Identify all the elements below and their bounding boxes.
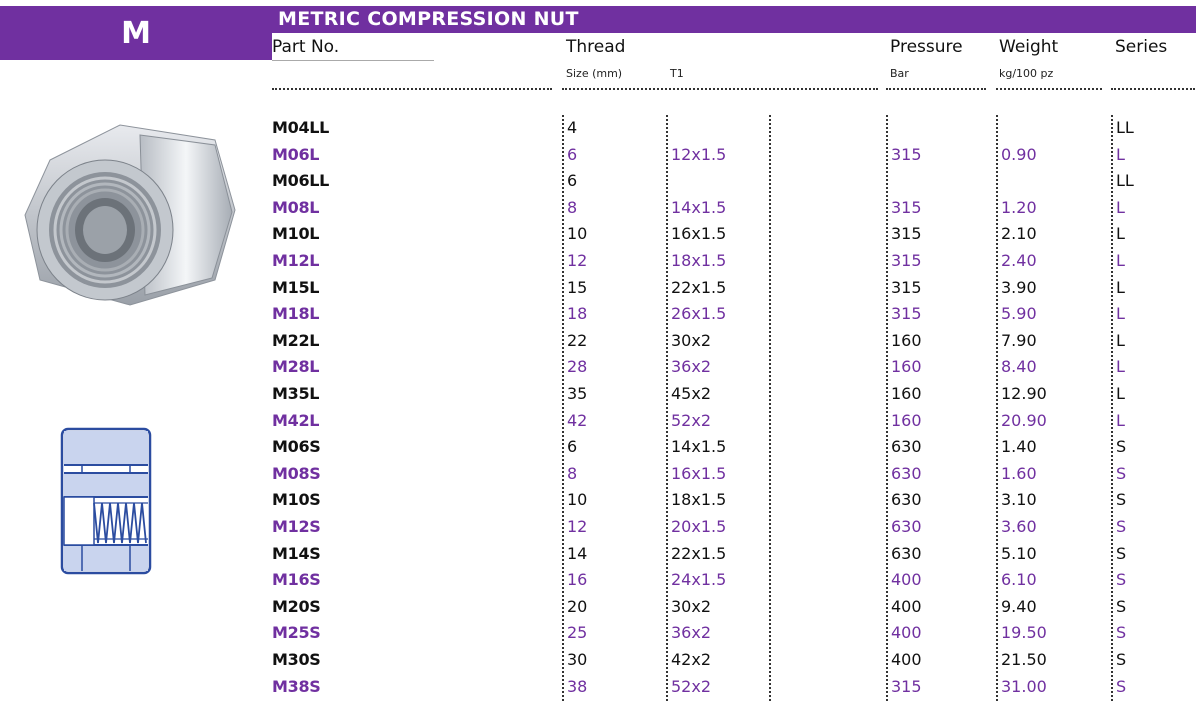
cell-weight: 8.40 xyxy=(1001,357,1037,377)
cell-weight: 5.10 xyxy=(1001,543,1037,563)
cell-pressure: 400 xyxy=(891,623,922,643)
cell-size: 16 xyxy=(567,570,588,590)
cell-pressure: 160 xyxy=(891,330,922,350)
cell-t1: 24x1.5 xyxy=(671,570,727,590)
col-line-weight xyxy=(996,115,998,701)
cell-size: 10 xyxy=(567,224,588,244)
cell-series: L xyxy=(1116,144,1125,164)
part-number: M30S xyxy=(272,650,321,669)
cell-t1: 52x2 xyxy=(671,676,712,696)
cell-series: L xyxy=(1116,410,1125,430)
cell-size: 22 xyxy=(567,330,588,350)
cell-weight: 1.60 xyxy=(1001,463,1037,483)
cell-size: 6 xyxy=(567,144,578,164)
cell-series: L xyxy=(1116,197,1125,217)
cell-size: 12 xyxy=(567,517,588,536)
cell-pressure: 160 xyxy=(891,357,922,377)
col-header-series: Series xyxy=(1115,37,1168,57)
cell-weight: 31.00 xyxy=(1001,676,1047,696)
cell-pressure: 315 xyxy=(891,144,922,164)
cell-series: S xyxy=(1116,463,1127,483)
cell-pressure: 160 xyxy=(891,410,922,430)
cell-series: S xyxy=(1116,623,1127,643)
col-line-size xyxy=(562,115,564,701)
part-number: M18L xyxy=(272,304,320,324)
part-number: M20S xyxy=(272,596,321,616)
part-number: M10S xyxy=(272,490,321,510)
cell-size: 30 xyxy=(567,650,588,669)
cell-pressure: 630 xyxy=(891,490,922,510)
cell-t1: 12x1.5 xyxy=(671,144,727,164)
cell-pressure: 315 xyxy=(891,676,922,696)
cell-t1: 30x2 xyxy=(671,330,712,350)
cell-series: L xyxy=(1116,224,1125,244)
cell-series: S xyxy=(1116,490,1127,510)
cell-pressure: 400 xyxy=(891,650,922,669)
cell-size: 35 xyxy=(567,384,588,403)
cell-series: L xyxy=(1116,277,1125,297)
cell-t1: 45x2 xyxy=(671,384,712,403)
part-number: M08S xyxy=(272,463,321,483)
sub-header-t1: T1 xyxy=(670,67,684,80)
part-number: M06LL xyxy=(272,171,330,191)
part-number: M10L xyxy=(272,224,320,244)
cell-weight: 7.90 xyxy=(1001,330,1037,350)
cell-t1: 18x1.5 xyxy=(671,490,727,510)
cell-pressure: 160 xyxy=(891,384,922,403)
cell-t1: 36x2 xyxy=(671,357,712,377)
cell-size: 8 xyxy=(567,463,578,483)
part-number: M12L xyxy=(272,251,320,270)
cell-t1: 36x2 xyxy=(671,623,712,643)
cell-size: 28 xyxy=(567,357,588,377)
cell-series: LL xyxy=(1116,118,1134,137)
cell-pressure: 315 xyxy=(891,277,922,297)
col-line-series xyxy=(1111,115,1113,701)
cell-size: 38 xyxy=(567,676,588,696)
part-number: M04LL xyxy=(272,118,330,137)
cell-pressure: 315 xyxy=(891,224,922,244)
cell-t1: 18x1.5 xyxy=(671,251,727,270)
cell-size: 18 xyxy=(567,304,588,324)
cell-size: 42 xyxy=(567,410,588,430)
cell-t1: 22x1.5 xyxy=(671,277,727,297)
cell-t1: 42x2 xyxy=(671,650,712,669)
sub-header-pressure-unit: Bar xyxy=(890,67,909,80)
col-line-pressure xyxy=(886,115,888,701)
cell-pressure: 630 xyxy=(891,463,922,483)
cell-pressure: 400 xyxy=(891,596,922,616)
cell-size: 12 xyxy=(567,251,588,270)
cell-t1: 14x1.5 xyxy=(671,437,727,457)
cell-weight: 0.90 xyxy=(1001,144,1037,164)
col-header-pressure: Pressure xyxy=(890,37,963,57)
cell-weight: 9.40 xyxy=(1001,596,1037,616)
cell-t1: 22x1.5 xyxy=(671,543,727,563)
cell-series: S xyxy=(1116,570,1127,590)
header-divider-part xyxy=(272,88,552,90)
part-number: M42L xyxy=(272,410,320,430)
part-number: M06S xyxy=(272,437,321,457)
col-line-thread-end xyxy=(769,115,771,701)
cell-pressure: 630 xyxy=(891,543,922,563)
cell-series: S xyxy=(1116,437,1127,457)
cell-t1: 52x2 xyxy=(671,410,712,430)
part-number: M14S xyxy=(272,543,321,563)
header-divider-weight xyxy=(996,88,1102,90)
cell-t1: 20x1.5 xyxy=(671,517,727,536)
cell-t1: 16x1.5 xyxy=(671,463,727,483)
header-divider-pressure xyxy=(886,88,986,90)
cell-t1: 16x1.5 xyxy=(671,224,727,244)
col-header-weight: Weight xyxy=(999,37,1059,57)
cell-pressure: 315 xyxy=(891,251,922,270)
cell-series: LL xyxy=(1116,171,1134,191)
cell-weight: 19.50 xyxy=(1001,623,1047,643)
cell-t1: 14x1.5 xyxy=(671,197,727,217)
part-number: M25S xyxy=(272,623,321,643)
cell-weight: 3.10 xyxy=(1001,490,1037,510)
cell-weight: 2.10 xyxy=(1001,224,1037,244)
cell-size: 10 xyxy=(567,490,588,510)
cell-size: 6 xyxy=(567,171,578,191)
cell-series: L xyxy=(1116,304,1125,324)
cell-size: 8 xyxy=(567,197,578,217)
cell-series: L xyxy=(1116,330,1125,350)
header-divider-thread xyxy=(562,88,878,90)
cell-size: 14 xyxy=(567,543,588,563)
part-number: M35L xyxy=(272,384,320,403)
cell-pressure: 400 xyxy=(891,570,922,590)
cell-size: 20 xyxy=(567,596,588,616)
cell-pressure: 630 xyxy=(891,517,922,536)
cell-series: L xyxy=(1116,357,1125,377)
cell-weight: 1.20 xyxy=(1001,197,1037,217)
cell-t1: 30x2 xyxy=(671,596,712,616)
cell-pressure: 315 xyxy=(891,304,922,324)
cell-pressure: 630 xyxy=(891,437,922,457)
cell-weight: 3.90 xyxy=(1001,277,1037,297)
cell-weight: 5.90 xyxy=(1001,304,1037,324)
cell-series: S xyxy=(1116,517,1127,536)
part-number: M12S xyxy=(272,517,321,536)
page-title: METRIC COMPRESSION NUT xyxy=(272,6,1196,33)
part-number: M38S xyxy=(272,676,321,696)
cell-weight: 21.50 xyxy=(1001,650,1047,669)
sub-header-weight-unit: kg/100 pz xyxy=(999,67,1054,80)
part-header-underline xyxy=(272,60,434,61)
part-number: M06L xyxy=(272,144,320,164)
part-number: M22L xyxy=(272,330,320,350)
header-divider-series xyxy=(1111,88,1195,90)
col-line-t1 xyxy=(666,115,668,701)
cell-size: 15 xyxy=(567,277,588,297)
part-number: M28L xyxy=(272,357,320,377)
cell-series: L xyxy=(1116,384,1125,403)
cell-size: 6 xyxy=(567,437,578,457)
cell-series: L xyxy=(1116,251,1125,270)
cell-series: S xyxy=(1116,650,1127,669)
section-tab-letter: M xyxy=(0,6,272,60)
cell-series: S xyxy=(1116,596,1127,616)
cell-weight: 1.40 xyxy=(1001,437,1037,457)
cell-weight: 2.40 xyxy=(1001,251,1037,270)
cell-series: S xyxy=(1116,676,1127,696)
compression-nut-photo xyxy=(20,120,242,308)
part-number: M16S xyxy=(272,570,321,590)
cell-weight: 6.10 xyxy=(1001,570,1037,590)
part-number: M15L xyxy=(272,277,320,297)
cell-series: S xyxy=(1116,543,1127,563)
cell-t1: 26x1.5 xyxy=(671,304,727,324)
cell-pressure: 315 xyxy=(891,197,922,217)
cell-size: 4 xyxy=(567,118,578,137)
cell-weight: 20.90 xyxy=(1001,410,1047,430)
col-header-thread: Thread xyxy=(566,37,626,57)
compression-nut-section-drawing xyxy=(58,425,154,577)
sub-header-size: Size (mm) xyxy=(566,67,623,80)
cell-weight: 3.60 xyxy=(1001,517,1037,536)
col-header-part: Part No. xyxy=(272,37,340,57)
cell-weight: 12.90 xyxy=(1001,384,1047,403)
part-number: M08L xyxy=(272,197,320,217)
cell-size: 25 xyxy=(567,623,588,643)
